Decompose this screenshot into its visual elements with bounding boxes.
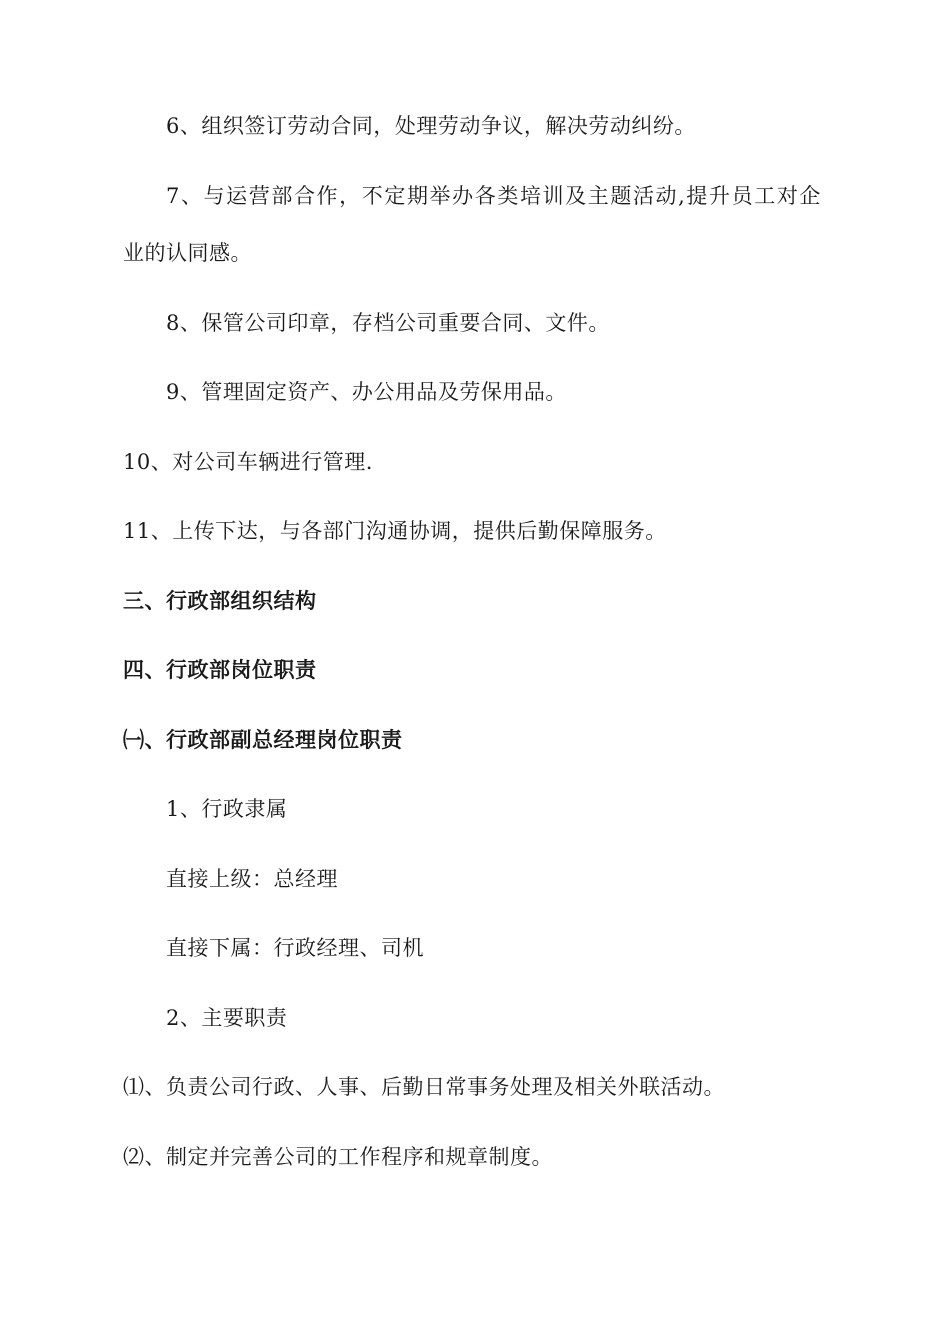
- item-7-line-1: 7、与运营部合作，不定期举办各类培训及主题活动,提升员工对企: [166, 184, 823, 208]
- subsection-heading-1: ㈠、行政部副总经理岗位职责: [123, 728, 403, 752]
- section-heading-3: 三、行政部组织结构: [123, 589, 317, 613]
- subitem-1-heading: 1、行政隶属: [166, 797, 288, 821]
- item-9: 9、管理固定资产、办公用品及劳保用品。: [166, 380, 567, 404]
- item-10: 10、对公司车辆进行管理.: [123, 450, 373, 474]
- item-11: 11、上传下达，与各部门沟通协调，提供后勤保障服务。: [123, 519, 667, 543]
- item-8: 8、保管公司印章，存档公司重要合同、文件。: [166, 311, 610, 335]
- duty-1: ⑴、负责公司行政、人事、后勤日常事务处理及相关外联活动。: [123, 1075, 725, 1099]
- duty-2: ⑵、制定并完善公司的工作程序和规章制度。: [123, 1145, 553, 1169]
- direct-subordinates: 直接下属：行政经理、司机: [166, 936, 424, 960]
- subitem-2-heading: 2、主要职责: [166, 1006, 288, 1030]
- section-heading-4: 四、行政部岗位职责: [123, 658, 317, 682]
- item-7-line-2: 业的认同感。: [123, 241, 252, 265]
- direct-superior: 直接上级：总经理: [166, 867, 338, 891]
- item-6: 6、组织签订劳动合同，处理劳动争议，解决劳动纠纷。: [166, 114, 696, 138]
